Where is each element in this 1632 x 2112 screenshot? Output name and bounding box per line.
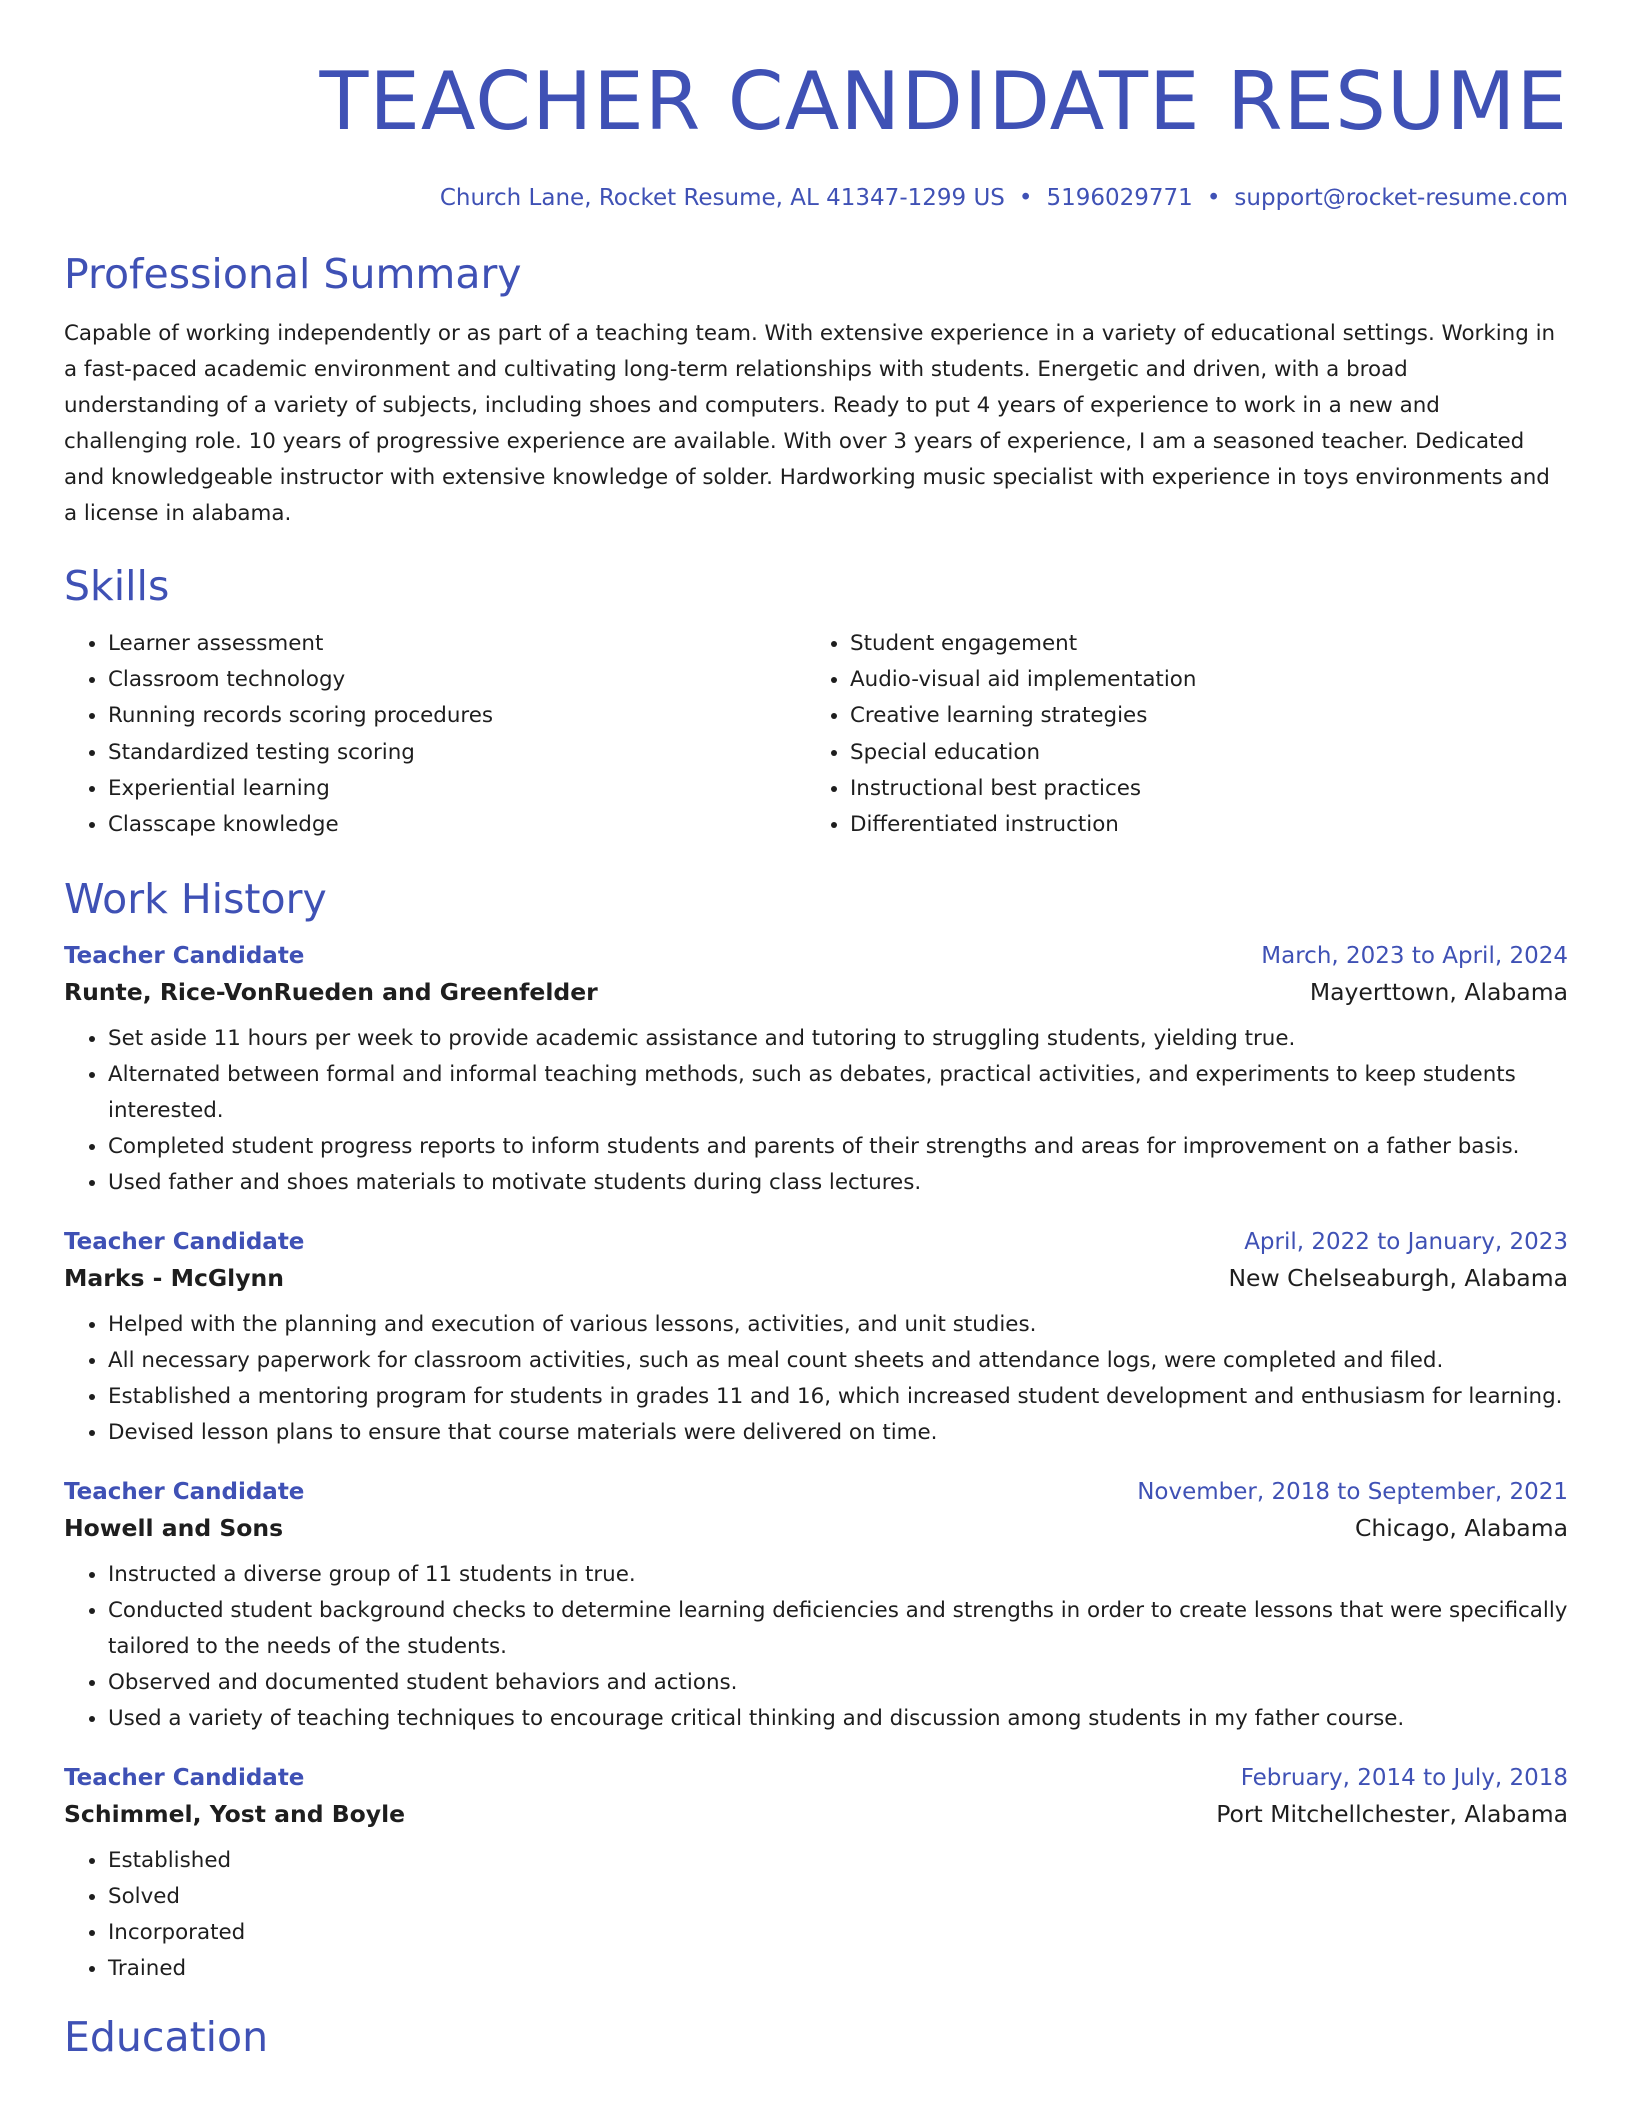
skills-column-left bbox=[64, 626, 806, 843]
job-bullet: • Set aside 11 hours per week to provide academic assistance and tutoring to struggling students, yielding true. bbox=[108, 1021, 1568, 1057]
resume-header bbox=[64, 54, 1568, 214]
job-bullets bbox=[64, 1307, 1568, 1451]
contact-line bbox=[64, 182, 1568, 214]
job-bullet: • All necessary paperwork for classroom activities, such as meal count sheets and attendance logs, were completed and filed. bbox=[108, 1343, 1568, 1379]
job-company: Schimmel, Yost and Boyle bbox=[64, 1800, 406, 1829]
skill-item: • Special education bbox=[850, 735, 1566, 771]
job-entry bbox=[64, 1475, 1568, 1737]
skills-list bbox=[64, 626, 1568, 843]
job-header-row bbox=[64, 1761, 1568, 1795]
job-location: New Chelseaburgh, Alabama bbox=[1228, 1264, 1568, 1293]
job-title: Teacher Candidate bbox=[64, 1765, 305, 1792]
job-bullet: • Established a mentoring program for students in grades 11 and 16, which increased student development and enthusiasm for learning. bbox=[108, 1379, 1568, 1415]
job-header-row bbox=[64, 1225, 1568, 1259]
job-bullet: • Solved bbox=[108, 1879, 1568, 1915]
contact-separator: • bbox=[1206, 185, 1221, 211]
job-entry bbox=[64, 1761, 1568, 1987]
contact-address: Church Lane, Rocket Resume, AL 41347-1299 US bbox=[439, 185, 1005, 211]
job-title: Teacher Candidate bbox=[64, 1229, 305, 1256]
skill-item: • Audio-visual aid implementation bbox=[850, 662, 1566, 698]
job-employer-row bbox=[64, 973, 1568, 1011]
contact-separator: • bbox=[1018, 185, 1033, 211]
job-location: Port Mitchellchester, Alabama bbox=[1216, 1800, 1568, 1829]
skill-item: • Differentiated instruction bbox=[850, 807, 1566, 843]
job-header-row bbox=[64, 1475, 1568, 1509]
work-history-heading: Work History bbox=[64, 875, 327, 924]
job-title: Teacher Candidate bbox=[64, 943, 305, 970]
skill-item: • Classcape knowledge bbox=[108, 807, 806, 843]
job-bullet: • Alternated between formal and informal teaching methods, such as debates, practical activities, and experiments to keep students interested. bbox=[108, 1057, 1568, 1129]
skill-item: • Experiential learning bbox=[108, 771, 806, 807]
job-bullet: • Used father and shoes materials to motivate students during class lectures. bbox=[108, 1165, 1568, 1201]
skills-heading: Skills bbox=[64, 562, 170, 610]
job-bullets bbox=[64, 1557, 1568, 1737]
job-dates: April, 2022 to January, 2023 bbox=[1244, 1229, 1568, 1256]
job-entry bbox=[64, 939, 1568, 1201]
job-location: Mayerttown, Alabama bbox=[1309, 978, 1568, 1007]
job-bullet: • Observed and documented student behaviors and actions. bbox=[108, 1665, 1568, 1701]
job-company: Marks - McGlynn bbox=[64, 1264, 285, 1293]
contact-email: support@rocket-resume.com bbox=[1234, 185, 1568, 211]
job-bullet: • Helped with the planning and execution of various lessons, activities, and unit studies. bbox=[108, 1307, 1568, 1343]
resume-title: TEACHER CANDIDATE RESUME bbox=[319, 55, 1568, 148]
job-dates: March, 2023 to April, 2024 bbox=[1261, 943, 1568, 970]
job-location: Chicago, Alabama bbox=[1354, 1514, 1568, 1543]
job-bullet: • Incorporated bbox=[108, 1915, 1568, 1951]
skill-item: • Classroom technology bbox=[108, 662, 806, 698]
skill-item: • Standardized testing scoring bbox=[108, 735, 806, 771]
job-header-row bbox=[64, 939, 1568, 973]
job-employer-row bbox=[64, 1259, 1568, 1297]
contact-phone: 5196029771 bbox=[1046, 185, 1193, 211]
job-entry bbox=[64, 1225, 1568, 1451]
job-bullets bbox=[64, 1843, 1568, 1987]
education-heading: Education bbox=[64, 2013, 269, 2062]
skill-item: • Creative learning strategies bbox=[850, 698, 1566, 734]
summary-text: Capable of working independently or as part of a teaching team. With extensive experience in a variety of educational settings. Working in a fast-paced academic environment and cultivating long-term relationships with students. Energetic and driven, with a broad understanding of a variety of subjects, including shoes and computers. Ready to put 4 years of experience to work in a new and challenging role. 10 years of progressive experience are available. With over 3 years of experience, I am a seasoned teacher. Dedicated and knowledgeable instructor with extensive knowledge of solder. Hardworking music specialist with experience in toys environments and a license in alabama. bbox=[64, 321, 1556, 526]
job-employer-row bbox=[64, 1509, 1568, 1547]
skill-item: • Learner assessment bbox=[108, 626, 806, 662]
job-bullet: • Conducted student background checks to determine learning deficiencies and strengths in order to create lessons that were specifically tailored to the needs of the students. bbox=[108, 1593, 1568, 1665]
skill-item: • Instructional best practices bbox=[850, 771, 1566, 807]
job-bullet: • Established bbox=[108, 1843, 1568, 1879]
job-bullet: • Used a variety of teaching techniques to encourage critical thinking and discussion among students in my father course. bbox=[108, 1701, 1568, 1737]
job-bullet: • Trained bbox=[108, 1951, 1568, 1987]
job-company: Runte, Rice-VonRueden and Greenfelder bbox=[64, 978, 598, 1007]
job-dates: February, 2014 to July, 2018 bbox=[1240, 1765, 1568, 1792]
skills-column-right bbox=[806, 626, 1566, 843]
job-dates: November, 2018 to September, 2021 bbox=[1137, 1479, 1568, 1506]
skill-item: • Student engagement bbox=[850, 626, 1566, 662]
job-bullet: • Completed student progress reports to inform students and parents of their strengths and areas for improvement on a father basis. bbox=[108, 1129, 1568, 1165]
job-bullet: • Instructed a diverse group of 11 students in true. bbox=[108, 1557, 1568, 1593]
job-employer-row bbox=[64, 1795, 1568, 1833]
job-bullet: • Devised lesson plans to ensure that course materials were delivered on time. bbox=[108, 1415, 1568, 1451]
job-company: Howell and Sons bbox=[64, 1514, 284, 1543]
job-bullets bbox=[64, 1021, 1568, 1201]
skill-item: • Running records scoring procedures bbox=[108, 698, 806, 734]
summary-heading: Professional Summary bbox=[64, 250, 522, 298]
job-title: Teacher Candidate bbox=[64, 1479, 305, 1506]
